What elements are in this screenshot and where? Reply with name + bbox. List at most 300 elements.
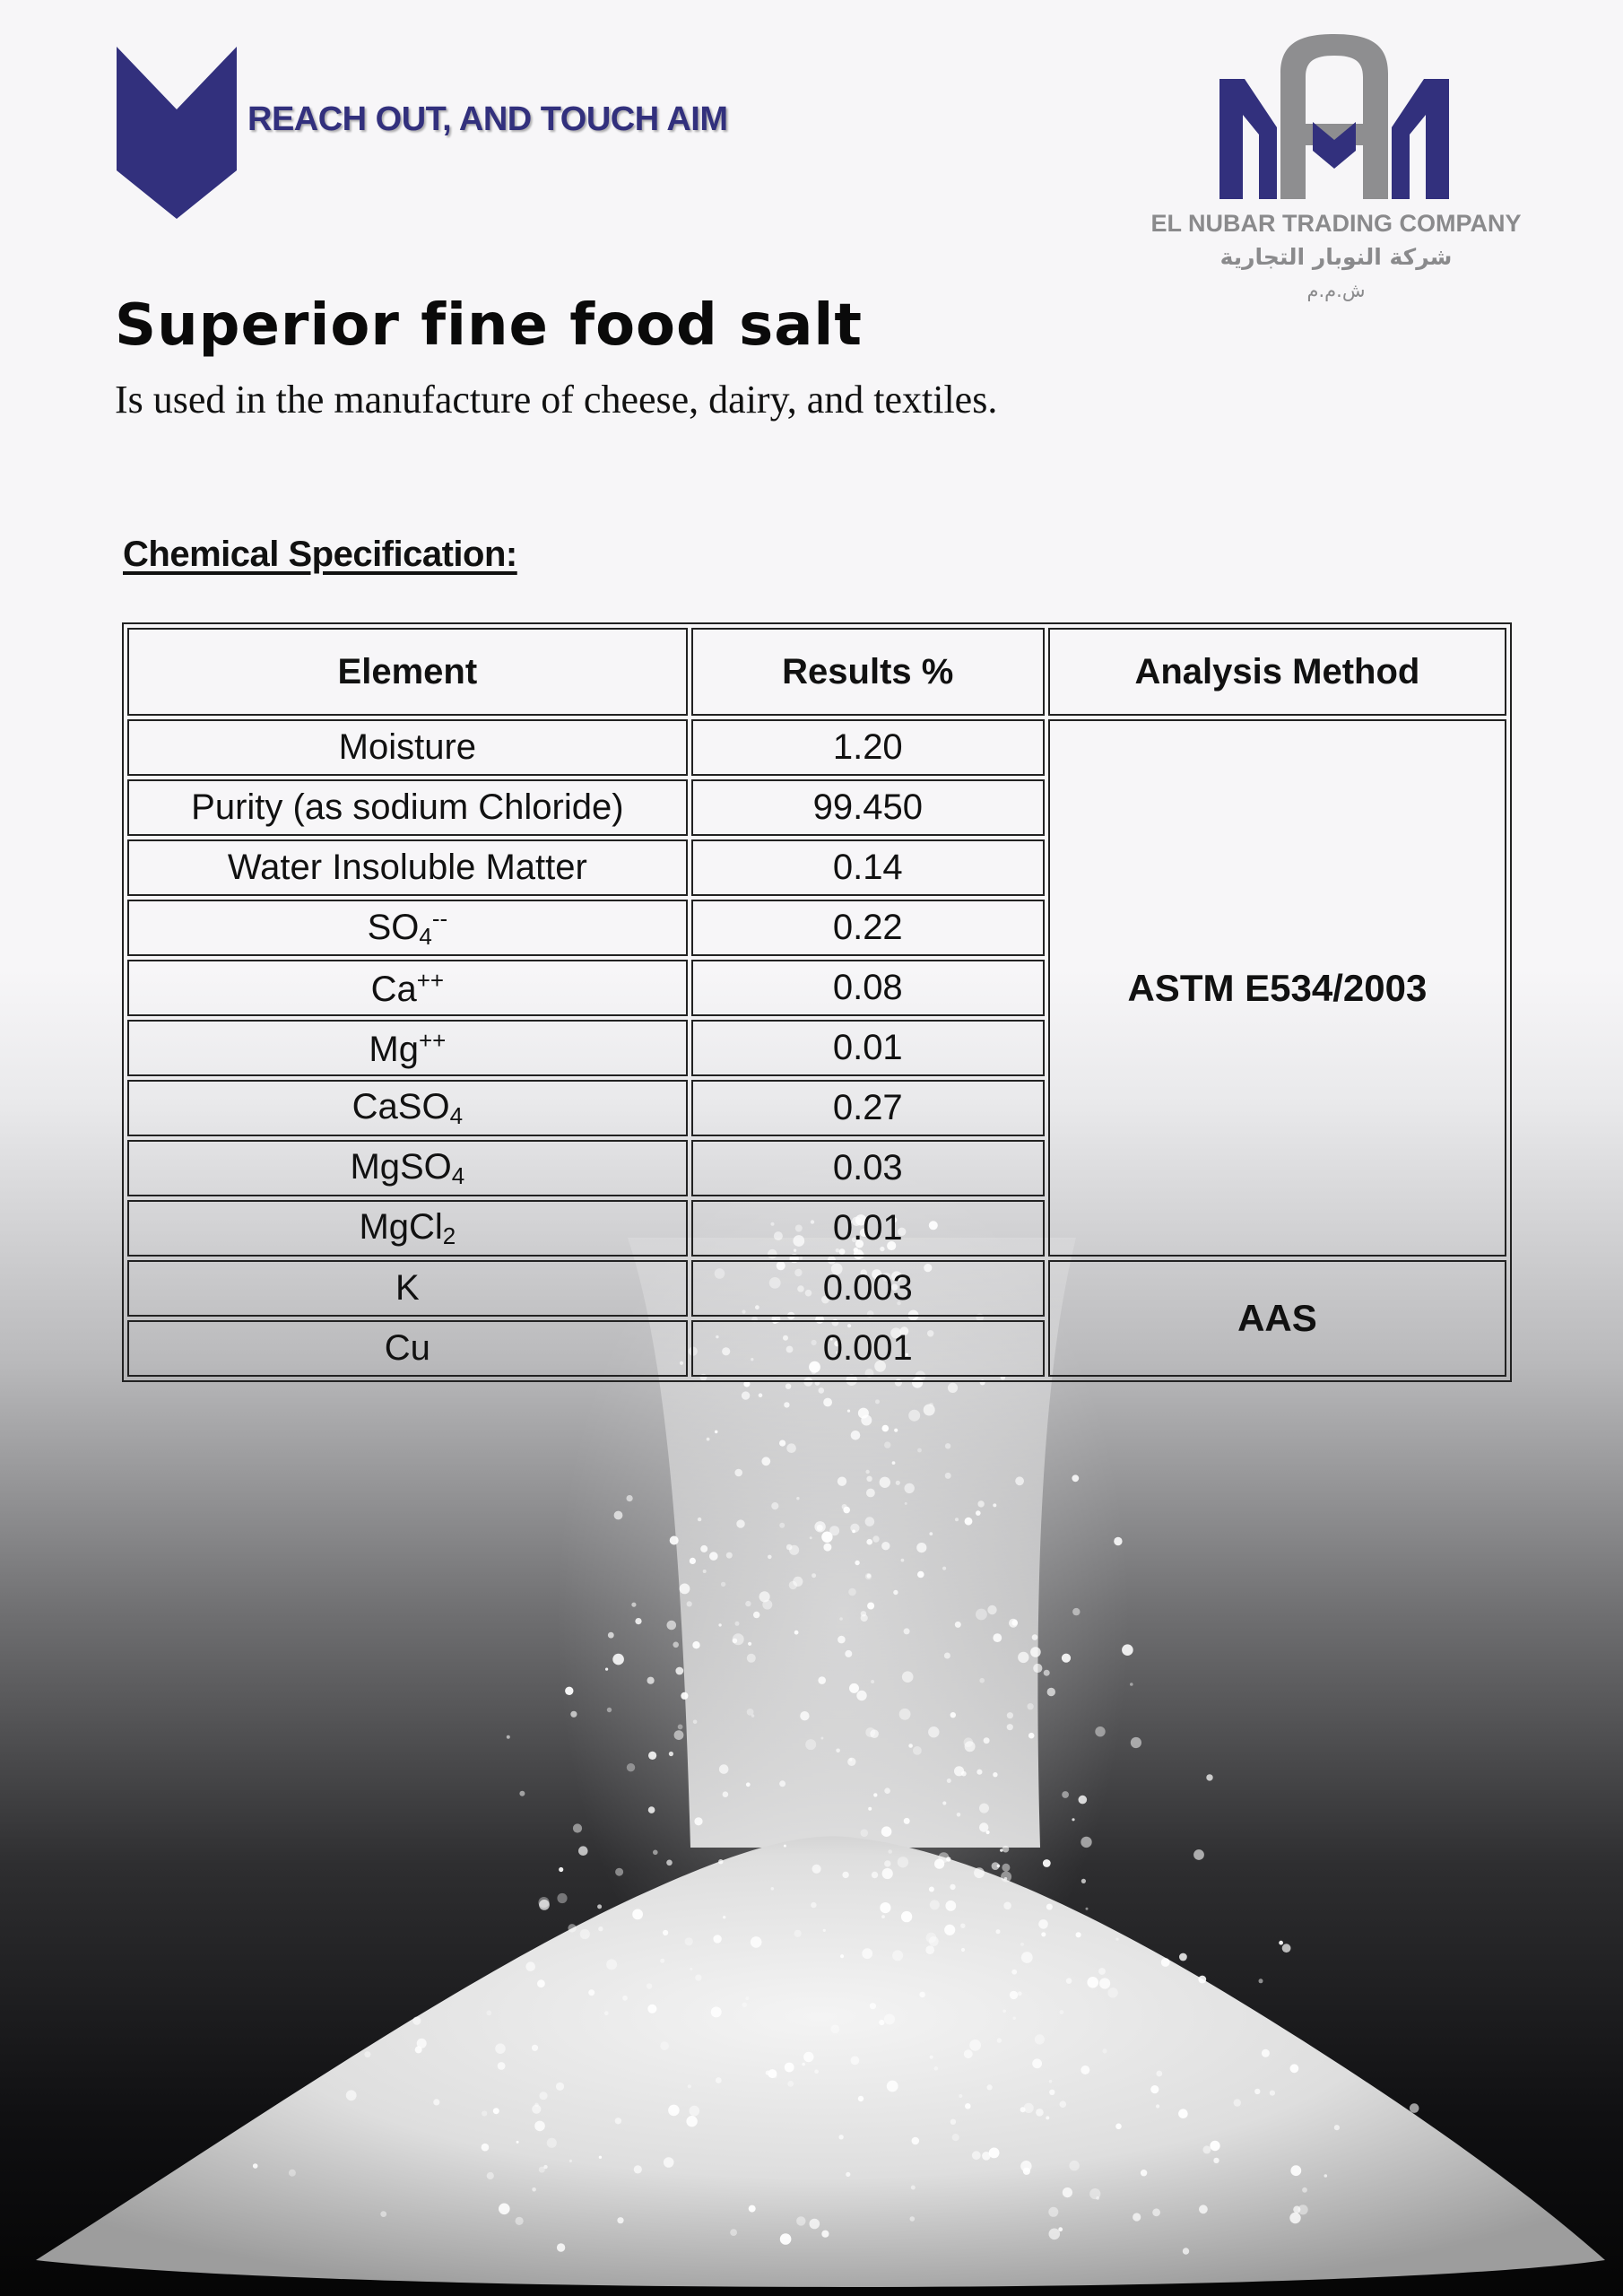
salt-grain [830,2025,839,2034]
salt-grain [289,2170,296,2177]
salt-grain [1047,1688,1055,1696]
salt-grain [870,2003,876,2009]
company-logo [1219,34,1449,204]
company-name: EL NUBAR TRADING COMPANY [1150,210,1522,237]
salt-grain [959,2094,962,2098]
salt-grain [660,2041,669,2050]
salt-grain [1049,2080,1053,2083]
salt-grain [681,1692,688,1700]
salt-grain [415,2046,422,2053]
salt-grain [1035,2034,1045,2044]
salt-grain [768,1555,772,1560]
salt-grain [979,1804,989,1813]
salt-grain [759,1393,763,1397]
salt-grain [780,2233,792,2245]
salt-grain [881,1542,890,1550]
element-subscript: 4 [419,923,432,950]
salt-grain [547,2138,557,2148]
salt-grain [690,2106,700,2117]
salt-grain [944,1925,955,1935]
salt-grain [1004,1877,1007,1880]
salt-grain [608,1632,614,1639]
salt-grain [538,1897,549,1908]
element-base: SO [367,908,420,947]
salt-grain [894,1429,898,1432]
salt-grain [1011,1620,1018,1626]
salt-grain [1279,1941,1283,1945]
salt-grain [723,1916,725,1918]
salt-grain [1002,1846,1010,1853]
salt-grain [487,2172,494,2179]
element-subscript: 4 [449,1101,464,1129]
salt-grain [849,1683,859,1693]
result-cell: 99.450 [691,779,1045,836]
salt-grain [1072,1818,1074,1821]
salt-grain [1102,2048,1107,2053]
salt-grain [703,1570,707,1573]
salt-grain [539,2092,547,2100]
salt-grain [997,1865,1001,1868]
salt-grain [838,2135,843,2139]
salt-grain [858,2096,864,2101]
salt-grain [929,1532,933,1535]
salt-grain [693,1720,698,1725]
salt-grain [901,1911,912,1922]
salt-grain [631,1603,636,1607]
salt-grain [917,1571,924,1578]
salt-grain [904,1818,910,1824]
salt-grain [493,2108,499,2114]
salt-grain [1183,2248,1189,2254]
salt-grain [881,1826,892,1837]
salt-grain [912,2137,920,2145]
salt-grain [736,1519,744,1527]
salt-grain [1027,1703,1033,1709]
salt-grain [569,2160,572,2162]
salt-grain [380,2211,386,2217]
salt-grain [961,1771,967,1777]
salt-grain [945,1443,950,1448]
salt-grain [861,1611,866,1616]
salt-grain [666,1860,673,1866]
salt-grain [1156,2104,1159,2108]
salt-grain [715,1431,718,1434]
salt-grain [565,1687,573,1695]
salt-grain [1046,1904,1053,1910]
salt-grain [627,1763,635,1771]
salt-grain [1087,1977,1098,1988]
salt-grain [721,1582,725,1587]
salt-grain [532,2187,536,2192]
salt-grain [1069,2161,1079,2170]
salt-grain [534,2121,545,2132]
salt-grain [1324,2174,1328,2178]
salt-grain [893,1590,898,1595]
salt-grain [1156,2071,1162,2077]
salt-grain [817,1525,823,1531]
salt-grain [742,2003,747,2007]
salt-grain [845,1650,852,1657]
salt-grain [753,1612,759,1618]
salt-grain [784,1402,789,1407]
salt-grain [1081,2066,1089,2074]
salt-grain [605,1668,608,1671]
salt-grain [537,1979,545,1987]
salt-grain [887,2081,898,2092]
salt-grain [612,1654,624,1665]
salt-grain [559,1867,563,1872]
salt-grain [632,1909,643,1920]
table-row [127,1260,1506,1317]
element-cell [127,1140,688,1196]
salt-grain [839,1617,843,1621]
salt-grain [884,1860,890,1866]
salt-grain [597,1904,602,1909]
salt-grain [1141,2170,1147,2176]
salt-grain [779,1523,785,1528]
salt-grain [955,1518,959,1521]
salt-grain [925,1945,934,1954]
column-header-results: Results % [691,628,1045,716]
salt-grain [1254,2089,1260,2094]
salt-grain [812,1865,821,1874]
salt-grain [786,1443,796,1453]
salt-grain [719,1764,729,1774]
salt-grain [993,1772,997,1777]
salt-grain [745,1601,751,1606]
salt-grain [823,1398,832,1407]
salt-grain [557,2243,565,2251]
salt-grain [570,1711,577,1718]
salt-grain [718,1859,723,1864]
salt-grain [849,1758,852,1761]
salt-grain [1038,1919,1048,1929]
result-cell: 0.03 [691,1140,1045,1196]
salt-grain [899,1709,911,1720]
salt-grain [1302,2187,1307,2193]
salt-grain [539,2167,545,2173]
salt-grain [660,1959,664,1963]
salt-grain [884,1441,890,1448]
column-header-method: Analysis Method [1048,628,1506,716]
salt-grain [532,2045,538,2051]
element-base: MgCl [359,1206,443,1247]
salt-grain [1046,2116,1049,2119]
salt-grain [690,1558,696,1564]
salt-grain [866,1539,872,1545]
salt-grain [745,1996,749,2000]
salt-grain [939,1852,950,1863]
salt-grain [984,1737,990,1744]
salt-grain [556,2083,564,2091]
salt-grain [871,1680,874,1683]
salt-grain [709,1552,718,1561]
salt-grain [627,1495,633,1501]
salt-grain [784,1845,786,1848]
element-cell [127,900,688,956]
salt-grain [884,1787,890,1794]
salt-grain [1115,1938,1118,1941]
salt-grain [507,1735,510,1739]
salt-grain [945,1900,956,1911]
salt-grain [917,1448,922,1453]
salt-grain [670,1536,679,1545]
element-base: MgSO [350,1146,452,1187]
salt-grain [747,1709,754,1716]
salt-grain [1033,1664,1042,1673]
salt-grain [924,1405,935,1416]
salt-grain [836,1749,840,1753]
salt-grain [735,1622,740,1626]
element-subscript: 4 [451,1161,465,1189]
salt-grain [911,2186,916,2190]
salt-grain [1298,2205,1308,2214]
salt-grain [568,1924,576,1932]
salt-grain [580,1929,590,1939]
salt-grain [987,1605,996,1614]
salt-grain [746,1782,751,1787]
salt-grain [993,1633,1002,1642]
salt-grain [1210,2141,1219,2151]
column-header-element: Element [127,628,688,716]
salt-grain [910,2216,916,2222]
salt-grain [870,1729,879,1738]
salt-grain [748,1642,751,1646]
salt-grain [1081,1837,1091,1848]
salt-grain [947,1779,951,1783]
salt-grain [964,2049,973,2058]
salt-grain [865,1470,869,1474]
salt-grain [785,1384,791,1389]
salt-grain [888,1849,892,1854]
page-subtitle: Is used in the manufacture of cheese, dairy, and textiles. [115,378,998,422]
salt-grain [532,2105,541,2114]
salt-grain [789,1545,799,1555]
salt-grain [700,1545,707,1552]
salt-grain [1020,2161,1031,2171]
salt-grain [1007,1724,1013,1730]
result-cell: 0.01 [691,1020,1045,1076]
salt-grain [840,1954,844,1958]
salt-grain [1041,1932,1046,1936]
salt-grain [648,1806,655,1813]
salt-grain [1290,2064,1299,2073]
salt-grain [723,1791,729,1797]
salt-grain [1011,1970,1017,1975]
salt-grain [1089,2188,1100,2199]
result-cell: 0.14 [691,839,1045,896]
salt-grain [695,1975,701,1981]
salt-grain [647,1677,655,1684]
salt-grain [898,1857,908,1867]
salt-grain [1018,1991,1022,1996]
salt-grain [945,1473,951,1479]
salt-grain [785,2063,794,2073]
salt-grain [867,1574,872,1578]
salt-grain [1259,1979,1263,1983]
salt-grain [690,1968,692,1970]
salt-grain [955,1622,961,1628]
salt-grain [884,2013,895,2024]
salt-grain [688,2084,691,2088]
salt-grain [771,1502,778,1509]
salt-grain [811,1902,816,1908]
salt-grain [486,2011,491,2016]
salt-grain [1058,2227,1063,2231]
salt-grain [615,2118,621,2124]
salt-grain [942,1567,946,1570]
salt-grain [957,1813,961,1817]
salt-grain [872,1535,879,1542]
salt-grain [976,1609,987,1621]
salt-grain [1049,2090,1055,2095]
salt-grain [862,1948,872,1959]
salt-grain [1086,1908,1089,1910]
salt-grain [1202,2145,1211,2153]
salt-grain [861,1829,869,1837]
salt-grain [1043,1859,1051,1867]
salt-grain [908,1744,913,1748]
spec-table [122,622,1512,1382]
salt-grain [872,1872,878,1878]
salt-grain [482,2144,490,2152]
salt-grain [1062,1654,1071,1663]
salt-grain [647,2005,656,2013]
salt-grain [896,1481,900,1485]
salt-grain [814,2069,819,2074]
salt-grain [868,1807,872,1811]
salt-grain [1206,1774,1212,1780]
salt-grain [1044,1670,1050,1676]
salt-grain [1131,1737,1141,1748]
salt-grain [687,1601,692,1606]
salt-grain [960,1924,965,1928]
salt-grain [972,2151,981,2160]
result-cell: 0.22 [691,900,1045,956]
element-cell [127,1080,688,1136]
salt-grain [482,2110,487,2116]
salt-grain [794,1631,799,1635]
salt-grain [1000,1848,1002,1851]
salt-grain [865,1517,875,1526]
salt-grain [675,1667,683,1675]
salt-grain [913,1746,922,1755]
salt-grain [1133,2213,1141,2221]
element-base: Mg [369,1029,419,1069]
element-cell: Moisture [127,719,688,776]
salt-grain [1066,1978,1072,1984]
salt-grain [588,1989,595,1996]
salt-grain [734,1469,742,1477]
salt-grain [694,1817,702,1825]
salt-grain [803,2052,813,2062]
salt-grain [698,1518,701,1521]
salt-grain [1024,2103,1034,2113]
page-title: Superior fine food salt [115,292,863,359]
salt-grain [1062,1791,1069,1798]
salt-grain [779,1440,785,1447]
salt-grain [692,1641,699,1648]
salt-grain [346,2090,357,2100]
salt-grain [615,1868,623,1876]
salt-grain [762,1600,772,1610]
salt-grain [823,1544,831,1552]
salt-grain [1032,2058,1042,2068]
salt-grain [996,1929,1001,1934]
salt-grain [607,1708,612,1712]
salt-grain [1193,1849,1204,1860]
salt-grain [573,1823,582,1832]
salt-grain [796,2216,805,2225]
salt-grain [1122,1644,1133,1656]
salt-grain [667,1621,677,1631]
salt-grain [905,1483,915,1493]
salt-grain [663,1930,668,1935]
salt-grain [929,1887,934,1892]
salt-grain [647,1983,652,1988]
salt-grain [761,1457,770,1465]
salt-grain [1010,1991,1018,1999]
salt-grain [1161,1958,1170,1967]
salt-grain [1049,2229,1061,2240]
salt-grain [674,1730,684,1740]
salt-grain [749,2205,756,2213]
salt-grain [1072,1474,1079,1482]
salt-grain [812,1573,816,1578]
element-base: Ca [370,969,417,1009]
salt-grain [519,1791,525,1796]
result-cell: 0.001 [691,1320,1045,1377]
salt-grain [961,1948,965,1952]
salt-grain [1048,2207,1058,2217]
salt-grain [805,1739,816,1750]
salt-grain [685,1937,693,1945]
method-cell: ASTM E534/2003 [1048,719,1506,1257]
salt-grain [771,1887,775,1891]
salt-grain [856,1691,866,1700]
salt-grain [821,2231,829,2238]
salt-grain [908,1410,920,1422]
salt-grain [944,1653,950,1659]
salt-grain [838,1636,846,1644]
salt-grain [634,2165,642,2173]
salt-grain [969,2039,981,2051]
salt-grain [1114,1537,1122,1545]
salt-grain [742,1391,750,1399]
salt-grain [680,1584,690,1595]
salt-grain [1130,1683,1133,1686]
salt-grain [686,2116,697,2126]
salt-grain [855,1561,859,1565]
salt-grain [525,1961,535,1971]
salt-grain [926,1933,937,1944]
salt-grain [1334,2125,1340,2130]
salt-grain [892,1461,896,1465]
salt-grain [802,2063,805,2066]
salt-grain [668,2105,680,2117]
salt-grain [974,1867,985,1878]
salt-grain [882,1868,893,1879]
salt-grain [930,2056,933,2059]
salt-grain [1063,2187,1072,2197]
salt-grain [1107,1987,1117,1997]
salt-grain [1289,2213,1300,2223]
salt-grain [707,1438,710,1441]
element-cell: Cu [127,1320,688,1377]
salt-grain [773,2074,777,2079]
salt-grain [930,1900,940,1909]
salt-grain [942,1801,946,1805]
